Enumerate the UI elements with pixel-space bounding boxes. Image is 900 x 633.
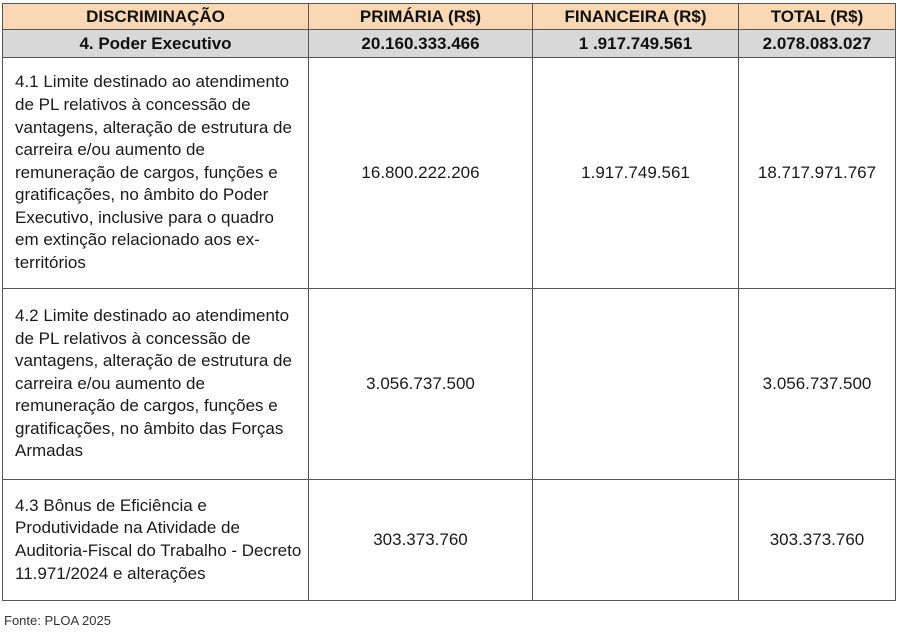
- row-financeira: [533, 480, 739, 601]
- table-row: [3, 289, 896, 480]
- row-description: 4.2 Limite destinado ao atendimento de PL relativos à concessão de vantagens, alteração de estrutura de carreira e/ou aumento de remuneração de cargos, funções e gratificações, no âmbito das Forças Armadas: [3, 289, 309, 480]
- header-primaria: PRIMÁRIA (R$): [309, 4, 533, 30]
- header-row: [3, 4, 896, 30]
- table-row: [3, 480, 896, 601]
- subtotal-financeira: 1 .917.749.561: [533, 30, 739, 58]
- row-description: 4.3 Bônus de Eficiência e Produtividade na Atividade de Auditoria-Fiscal do Trabalho - Decreto 11.971/2024 e alterações: [3, 480, 309, 601]
- source-note: Fonte: PLOA 2025: [4, 613, 111, 628]
- row-financeira: 1.917.749.561: [533, 58, 739, 289]
- row-description: 4.1 Limite destinado ao atendimento de PL relativos à concessão de vantagens, alteração de estrutura de carreira e/ou aumento de remuneração de cargos, funções e gratificações, no âmbito do Poder Executivo, inclusive para o quadro em extinção relacionado aos ex-territórios: [3, 58, 309, 289]
- row-primaria: 3.056.737.500: [309, 289, 533, 480]
- subtotal-row: [3, 30, 896, 58]
- row-total: 3.056.737.500: [739, 289, 896, 480]
- row-primaria: 303.373.760: [309, 480, 533, 601]
- header-discriminacao: DISCRIMINAÇÃO: [3, 4, 309, 30]
- subtotal-label: 4. Poder Executivo: [3, 30, 309, 58]
- row-total: 303.373.760: [739, 480, 896, 601]
- header-total: TOTAL (R$): [739, 4, 896, 30]
- row-financeira: [533, 289, 739, 480]
- row-total: 18.717.971.767: [739, 58, 896, 289]
- row-primaria: 16.800.222.206: [309, 58, 533, 289]
- subtotal-total: 2.078.083.027: [739, 30, 896, 58]
- header-financeira: FINANCEIRA (R$): [533, 4, 739, 30]
- subtotal-primaria: 20.160.333.466: [309, 30, 533, 58]
- table-row: [3, 58, 896, 289]
- budget-table: [2, 3, 896, 601]
